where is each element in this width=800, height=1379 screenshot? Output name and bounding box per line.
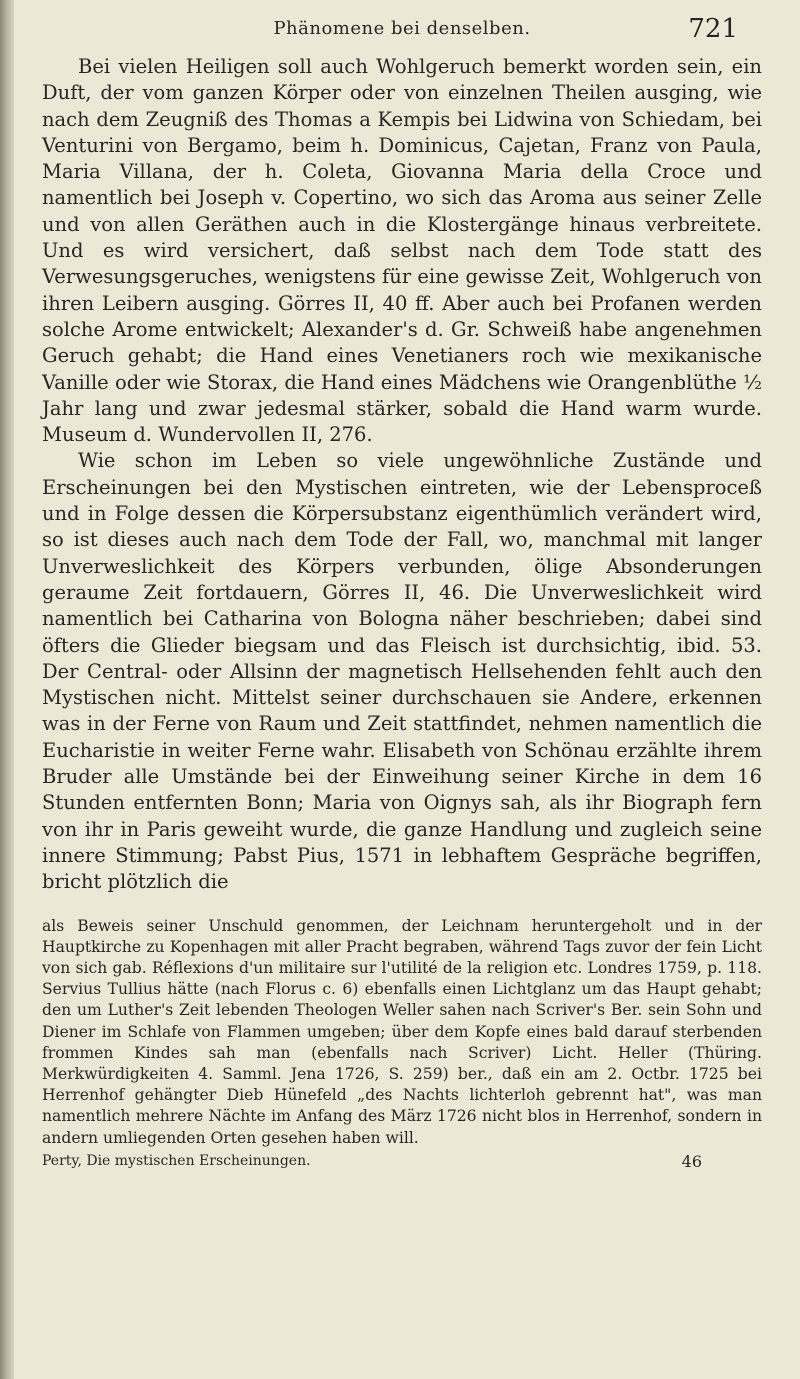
- running-head: Phänomene bei denselben.: [273, 18, 531, 39]
- signature-number: 46: [681, 1151, 702, 1171]
- page-number: 721: [688, 14, 738, 44]
- signature-text: Perty, Die mystischen Erscheinungen.: [42, 1152, 311, 1169]
- body-text: [42, 54, 762, 896]
- paragraph: Wie schon im Leben so viele ungewöhnliche Zustände und Erscheinungen bei den Mystischen eintreten, wie der Lebensproceß und in Folge dessen die Körpersubstanz eigenthümlich verändert wird, so ist dieses auch nach dem Tode der Fall, wo, manchmal mit langer Unverweslichkeit des Körpers verbunden, ölige Absonderungen geraume Zeit fortdauern, Görres II, 46. Die Unverweslichkeit wird namentlich bei Catharina von Bologna näher beschrieben; dabei sind öfters die Glieder biegsam und das Fleisch ist durchsichtig, ibid. 53. Der Central- oder Allsinn der magnetisch Hellsehenden fehlt auch den Mystischen nicht. Mittelst seiner durchschauen sie Andere, erkennen was in der Ferne von Raum und Zeit stattfindet, nehmen namentlich die Eucharistie in weiter Ferne wahr. Elisabeth von Schönau erzählte ihrem Bruder alle Umstände bei der Einweihung seiner Kirche in dem 16 Stunden entfernten Bonn; Maria von Oignys sah, als ihr Biograph fern von ihr in Paris geweiht wurde, die ganze Handlung und zugleich seine innere Stimmung; Pabst Pius, 1571 in lebhaftem Gespräche begriffen, bricht plötzlich die: [42, 449, 762, 894]
- book-spine-shadow: [0, 0, 14, 1379]
- paragraph: Bei vielen Heiligen soll auch Wohlgeruch bemerkt worden sein, ein Duft, der vom ganzen Körper oder von einzelnen Theilen ausging, wie nach dem Zeugniß des Thomas a Kempis bei Lidwina von Schiedam, bei Venturini von Bergamo, beim h. Dominicus, Cajetan, Franz von Paula, Maria Villana, der h. Coleta, Giovanna Maria della Croce und namentlich bei Joseph v. Copertino, wo sich das Aroma aus seiner Zelle und von allen Geräthen auch in die Klostergänge hinaus verbreitete. Und es wird versichert, daß selbst nach dem Tode statt des Verwesungsgeruches, wenigstens für eine gewisse Zeit, Wohlgeruch von ihren Leibern ausging. Görres II, 40 ff. Aber auch bei Profanen werden solche Arome entwickelt; Alexander's d. Gr. Schweiß habe angenehmen Geruch gehabt; die Hand eines Venetianers roch wie mexikanische Vanille oder wie Storax, die Hand eines Mädchens wie Orangenblüthe ½ Jahr lang und zwar jedesmal stärker, sobald die Hand warm wurde. Museum d. Wundervollen II, 276.: [42, 55, 762, 447]
- book-page: [42, 14, 762, 1364]
- footnote: [42, 916, 762, 1172]
- signature-line: [42, 1151, 762, 1172]
- page-header: [42, 14, 762, 54]
- footnote-text: als Beweis seiner Unschuld genommen, der Leichnam heruntergeholt und in der Hauptkirche zu Kopenhagen mit aller Pracht begraben, während Tags zuvor der fein Licht von sich gab. Réflexions d'un militaire sur l'utilité de la religion etc. Londres 1759, p. 118. Servius Tullius hätte (nach Florus c. 6) ebenfalls einen Lichtglanz um das Haupt gehabt; den um Luther's Zeit lebenden Theologen Weller sahen nach Scriver's Ber. sein Sohn und Diener im Schlafe von Flammen umgeben; über dem Kopfe eines bald darauf sterbenden frommen Kindes sah man (ebenfalls nach Scriver) Licht. Heller (Thüring. Merkwürdigkeiten 4. Samml. Jena 1726, S. 259) ber., daß ein am 2. Octbr. 1725 bei Herrenhof gehängter Dieb Hünefeld „des Nachts lichterloh gebrennt hat", was man namentlich mehrere Nächte im Anfang des März 1726 nicht blos in Herrenhof, sondern in andern umliegenden Orten gesehen haben will.: [42, 916, 762, 1147]
